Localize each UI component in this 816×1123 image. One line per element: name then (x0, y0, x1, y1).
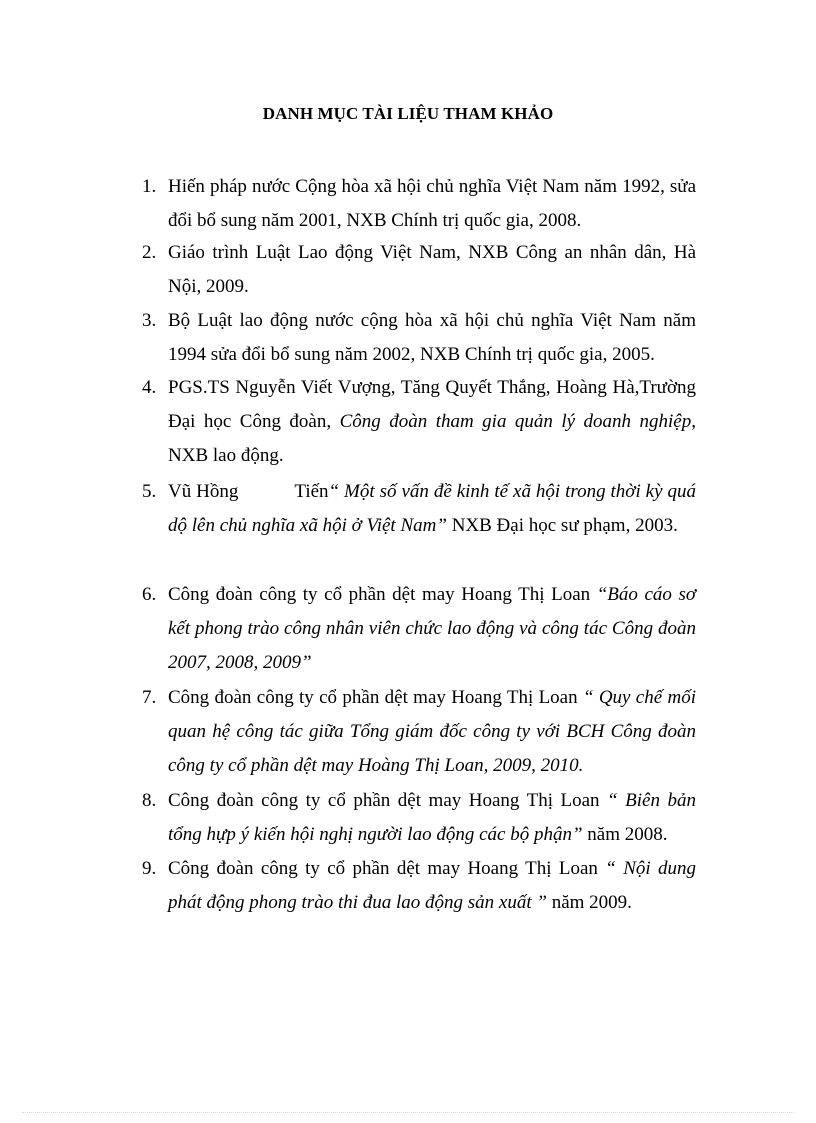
reference-text: Bộ Luật lao động nước cộng hòa xã hội chủ nghĩa Việt Nam năm 1994 sửa đổi bổ sung năm 2002, NXB Chính trị quốc gia, 2005. (168, 310, 696, 365)
list-item (142, 170, 696, 238)
reference-authors: Công đoàn công ty cổ phần dệt may Hoang Thị Loan (168, 687, 583, 708)
list-item (142, 784, 697, 852)
reference-authors: Công đoàn công ty cổ phần dệt may Hoang Thị Loan (168, 790, 608, 811)
item-number: 5. (142, 481, 157, 502)
item-number: 8. (142, 790, 157, 811)
reference-text: Hiến pháp nước Cộng hòa xã hội chủ nghĩa Việt Nam năm 1992, sửa đổi bổ sung năm 2001, NXB Chính trị quốc gia, 2008. (168, 176, 696, 231)
reference-publisher: , NXB lao động. (168, 411, 696, 466)
reference-title: “Báo cáo sơ kết phong trào công nhân viên chức lao động và công tác Công đoàn 2007, 2008, 2009” (168, 584, 696, 673)
item-number: 2. (142, 242, 157, 263)
reference-text: Giáo trình Luật Lao động Việt Nam, NXB Công an nhân dân, Hà Nội, 2009. (168, 242, 696, 297)
reference-title: “ Biên bản tổng hựp ý kiến hội nghị người lao động các bộ phận” (168, 790, 697, 845)
reference-publisher: NXB Đại học sư phạm, 2003. (446, 515, 678, 536)
item-number: 6. (142, 584, 157, 605)
item-number: 1. (142, 176, 157, 197)
reference-authors: Công đoàn công ty cổ phần dệt may Hoang Thị Loan (168, 584, 597, 605)
page-title: DANH MỤC TÀI LIỆU THAM KHẢO (262, 104, 554, 123)
reference-title: “ Quy chế mối quan hệ công tác giữa Tổng giám đốc công ty với BCH Công đoàn công ty cổ phần dệt may Hoàng Thị Loan, 2009, 2010. (168, 687, 697, 776)
reference-title: Công đoàn tham gia quản lý doanh nghiệp (339, 411, 692, 432)
item-number: 7. (142, 687, 157, 708)
page-bottom-divider (22, 1112, 794, 1113)
reference-authors: PGS.TS Nguyễn Viết Vượng, Tăng Quyết Thắng, Hoàng Hà,Trường Đại học Công đoàn, (168, 377, 696, 432)
reference-author-first: Vũ Hồng (168, 481, 239, 502)
list-item (142, 852, 696, 920)
reference-year: năm 2008. (582, 824, 668, 845)
reference-title: “ Một số vấn đề kinh tế xã hội trong thời kỳ quá dộ lên chủ nghĩa xã hội ở Việt Nam” (168, 481, 696, 536)
reference-author-last: Tiến (294, 481, 329, 502)
reference-authors: Công đoàn công ty cổ phần dệt may Hoang Thị Loan (168, 858, 606, 879)
list-item (142, 681, 697, 783)
item-number: 9. (142, 858, 157, 879)
list-item (142, 236, 696, 304)
list-item (142, 371, 696, 473)
item-number: 3. (142, 310, 157, 331)
reference-title: “ Nội dung phát động phong trào thi đua lao động sản xuất ” (168, 858, 696, 913)
item-number: 4. (142, 377, 157, 398)
list-item (142, 578, 696, 680)
reference-year: năm 2009. (546, 892, 632, 913)
list-item (142, 304, 696, 372)
list-item (142, 475, 696, 543)
